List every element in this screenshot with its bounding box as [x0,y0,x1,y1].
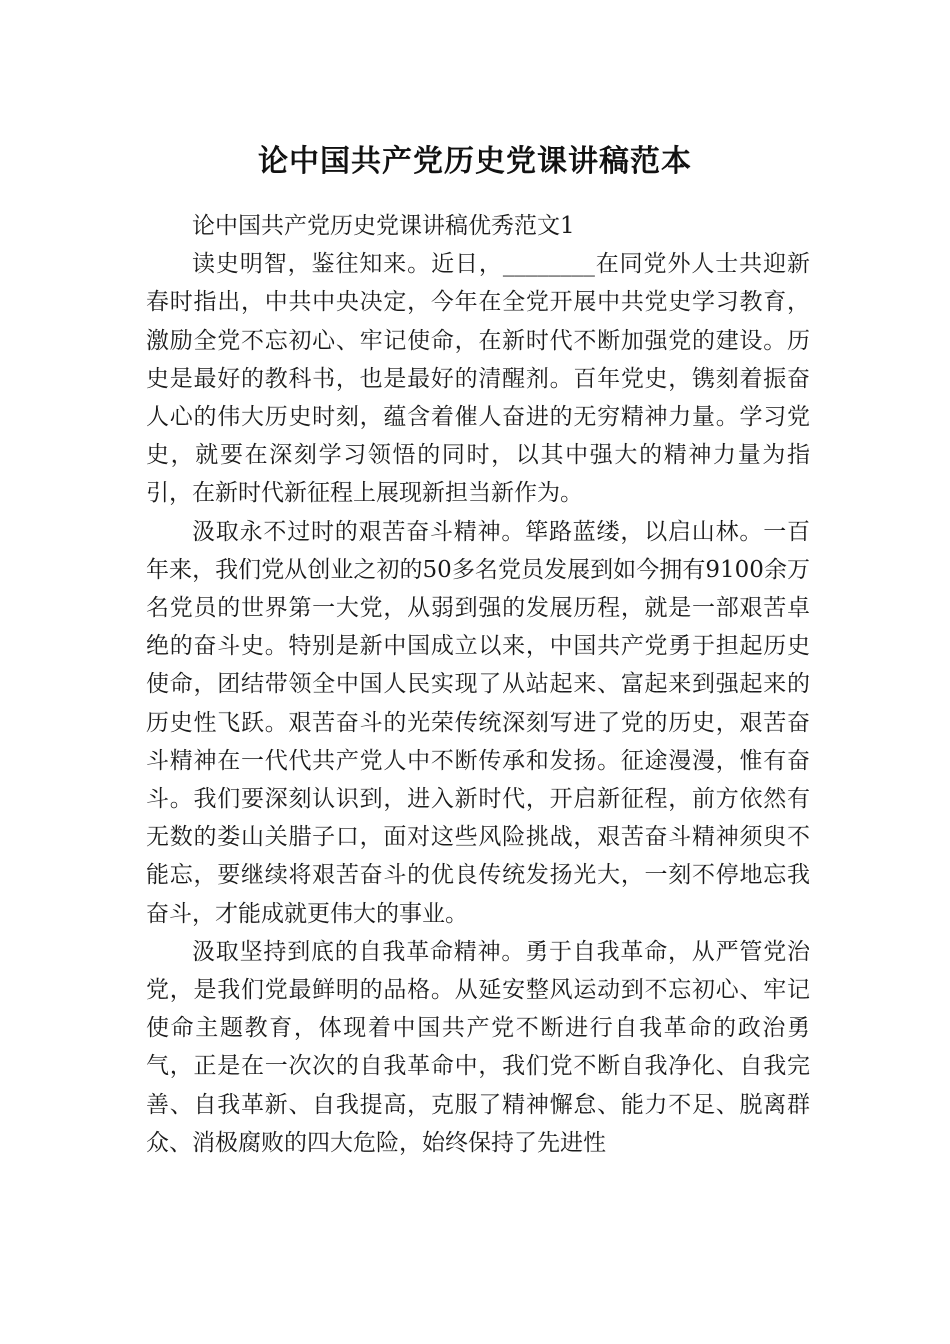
paragraph-subtitle: 论中国共产党历史党课讲稿优秀范文1 [192,213,575,239]
paragraph-intro: 读史明智，鉴往知来。近日，________在同党外人士共迎新春时指出，中共中央决定，今年在全党开展中共党史学习教育，激励全党不忘初心、牢记使命，在新时代不断加强党的建设。历史是最好的教科书，也是最好的清醒剂。百年党史，镌刻着振奋人心的伟大历史时刻，蕴含着催人奋进的无穷精神力量。学习党史，就要在深刻学习领悟的同时，以其中强大的精神力量为指引，在新时代新征程上展现新担当新作为。 [146,251,810,507]
document-body [146,207,810,1162]
document-title: 论中国共产党历史党课讲稿范本 [258,144,692,180]
paragraph-hard-work-spirit: 汲取永不过时的艰苦奋斗精神。筚路蓝缕，以启山林。一百年来，我们党从创业之初的50多名党员发展到如今拥有9100余万名党员的世界第一大党，从弱到强的发展历程，就是一部艰苦卓绝的奋斗史。特别是新中国成立以来，中国共产党勇于担起历史使命，团结带领全中国人民实现了从站起来、富起来到强起来的历史性飞跃。艰苦奋斗的光荣传统深刻写进了党的历史，艰苦奋斗精神在一代代共产党人中不断传承和发扬。征途漫漫，惟有奋斗。我们要深刻认识到，进入新时代，开启新征程，前方依然有无数的娄山关腊子口，面对这些风险挑战，艰苦奋斗精神须臾不能忘，要继续将艰苦奋斗的优良传统发扬光大，一刻不停地忘我奋斗，才能成就更伟大的事业。 [146,518,810,927]
paragraph-self-revolution-spirit: 汲取坚持到底的自我革命精神。勇于自我革命，从严管党治党，是我们党最鲜明的品格。从延安整风运动到不忘初心、牢记使命主题教育，体现着中国共产党不断进行自我革命的政治勇气，正是在一次次的自我革命中，我们党不断自我净化、自我完善、自我革新、自我提高，克服了精神懈怠、能力不足、脱离群众、消极腐败的四大危险，始终保持了先进性 [146,938,810,1156]
